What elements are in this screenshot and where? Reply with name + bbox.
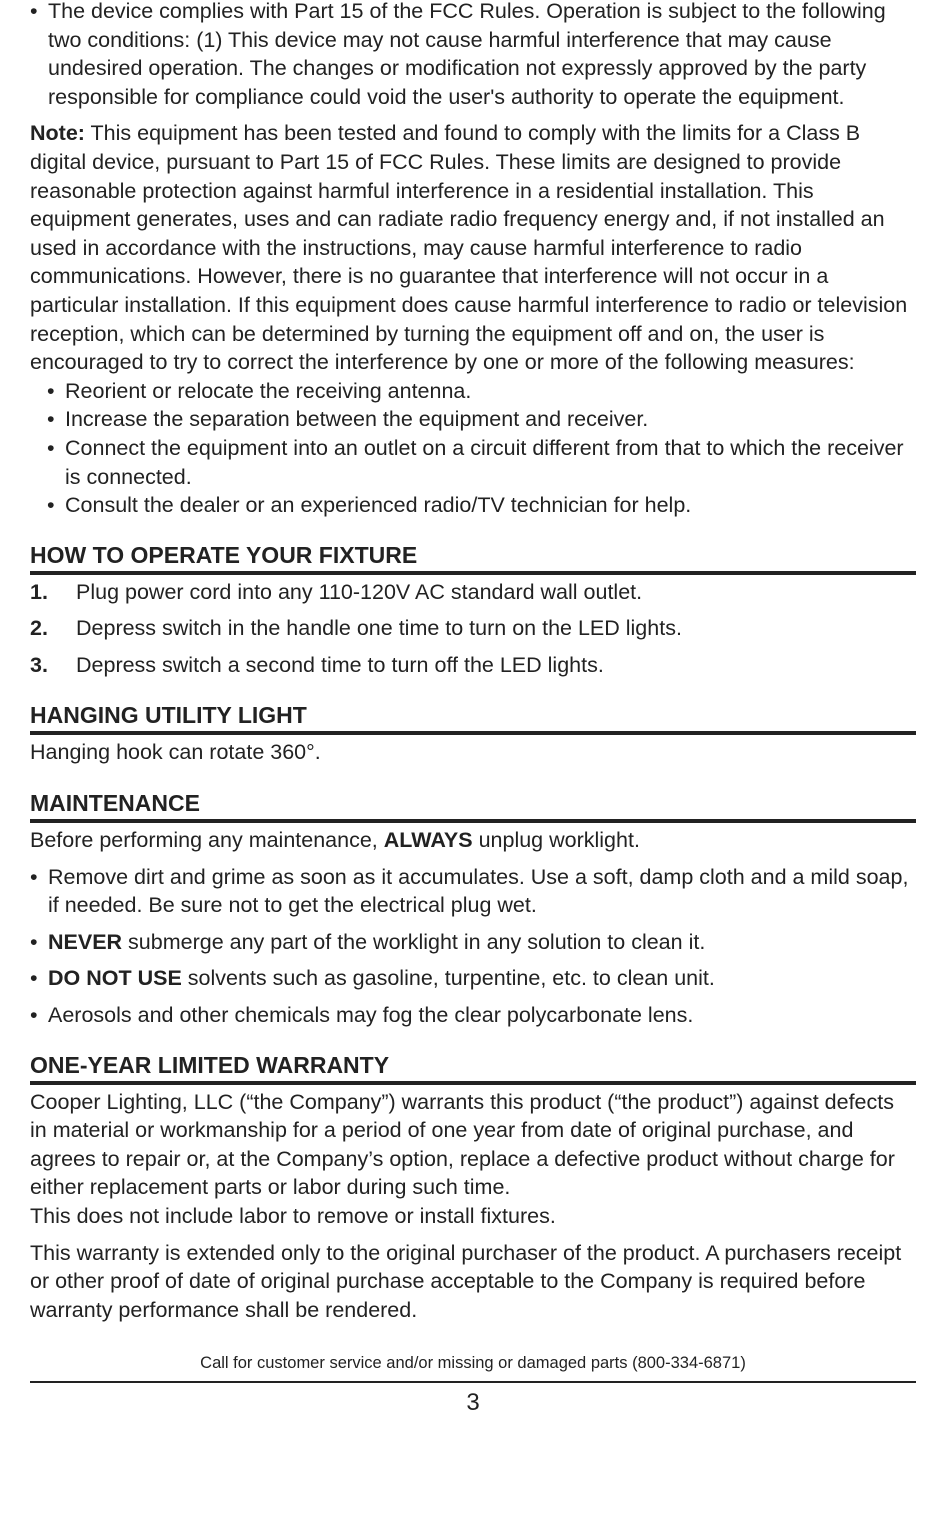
maintenance-item [30,964,916,993]
bullet-icon: • [30,0,38,23]
note-label: Note: [30,121,85,146]
step-text: Plug power cord into any 110-120V AC standard wall outlet. [76,579,643,604]
measure-item [30,405,916,434]
measure-item [30,377,916,406]
warranty-paragraph-2: This warranty is extended only to the original purchaser of the product. A purchasers receipt or other proof of date of original purchase acceptable to the Company is required before warranty performance shall be rendered. [30,1240,902,1322]
hanging-heading: HANGING UTILITY LIGHT [30,701,916,735]
maintenance-item-emphasis: NEVER [48,929,123,954]
operate-step [30,651,916,680]
maintenance-item [30,928,916,957]
step-number: 2. [30,616,48,641]
customer-service-line: Call for customer service and/or missing or damaged parts (800-334-6871) [200,1354,746,1373]
measure-item [30,434,916,491]
maintenance-item-emphasis: DO NOT USE [48,966,182,991]
bullet-icon: • [47,435,55,460]
bullet-icon: • [30,864,38,889]
note-paragraph [30,119,916,376]
hanging-text: Hanging hook can rotate 360°. [30,740,321,765]
measure-text: Reorient or relocate the receiving antenna. [65,378,472,403]
maintenance-item-text: Aerosols and other chemicals may fog the clear polycarbonate lens. [48,1003,694,1028]
step-text: Depress switch a second time to turn off the LED lights. [76,652,604,677]
warranty-text: Cooper Lighting, LLC (“the Company”) warrants this product (“the product”) against defects in material or workmanship for a period of one year from date of original purchase, and agrees to repair or, at the Company’s option, replace a defective product without charge for either replacement parts or labor during such time. [30,1089,895,1200]
operate-steps [30,578,916,680]
interference-measures-list [30,377,916,520]
warranty-text: This does not include labor to remove or install fixtures. [30,1204,556,1228]
maintenance-intro-text: unplug worklight. [472,828,640,853]
bullet-icon: • [47,493,55,518]
maintenance-item-text: submerge any part of the worklight in any solution to clean it. [122,929,706,954]
bullet-icon: • [30,929,38,954]
operate-step [30,614,916,643]
maintenance-item-text: solvents such as gasoline, turpentine, etc. to clean unit. [181,966,715,991]
footer-divider [30,1381,916,1383]
maintenance-list [30,863,916,1030]
fcc-compliance-bullet [30,0,916,111]
maintenance-intro [30,826,916,855]
page-number: 3 [466,1389,480,1417]
fcc-compliance-text: The device complies with Part 15 of the FCC Rules. Operation is subject to the following two conditions: (1) This device may not cause harmful interference that may cause undesired operation. The changes or modification not expressly approved by the party responsible for compliance could void the user's authority to operate the equipment. [48,0,886,109]
maintenance-heading: MAINTENANCE [30,789,916,823]
warranty-paragraph-1 [30,1088,916,1231]
step-number: 3. [30,652,48,677]
bullet-icon: • [47,407,55,432]
maintenance-item [30,1001,916,1030]
bullet-icon: • [47,378,55,403]
bullet-icon: • [30,966,38,991]
measure-text: Consult the dealer or an experienced radio/TV technician for help. [65,493,692,518]
measure-item [30,491,916,520]
warranty-heading: ONE-YEAR LIMITED WARRANTY [30,1051,916,1085]
step-text: Depress switch in the handle one time to turn on the LED lights. [76,616,682,641]
operate-step [30,578,916,607]
maintenance-item [30,863,916,920]
manual-page [30,0,916,1417]
note-text: This equipment has been tested and found to comply with the limits for a Class B digital device, pursuant to Part 15 of FCC Rules. These limits are designed to provide reasonable protection against harmful interference in a residential installation. This equipment generates, uses and can radiate radio frequency energy and, if not installed an used in accordance with the instructions, may cause harmful interference to radio communications. However, there is no guarantee that interference will not occur in a particular installation. If this equipment does cause harmful interference to radio or television reception, which can be determined by turning the equipment off and on, the user is encouraged to try to correct the interference by one or more of the following measures: [30,121,908,375]
maintenance-intro-text: Before performing any maintenance, [30,828,384,853]
bullet-icon: • [30,1003,38,1028]
measure-text: Increase the separation between the equipment and receiver. [65,407,649,432]
measure-text: Connect the equipment into an outlet on a circuit different from that to which the receiver is connected. [65,435,904,489]
maintenance-intro-emphasis: ALWAYS [383,828,473,853]
maintenance-item-text: Remove dirt and grime as soon as it accumulates. Use a soft, damp cloth and a mild soap, if needed. Be sure not to get the electrical plug wet. [48,864,909,918]
step-number: 1. [30,579,48,604]
operate-heading: HOW TO OPERATE YOUR FIXTURE [30,541,916,575]
